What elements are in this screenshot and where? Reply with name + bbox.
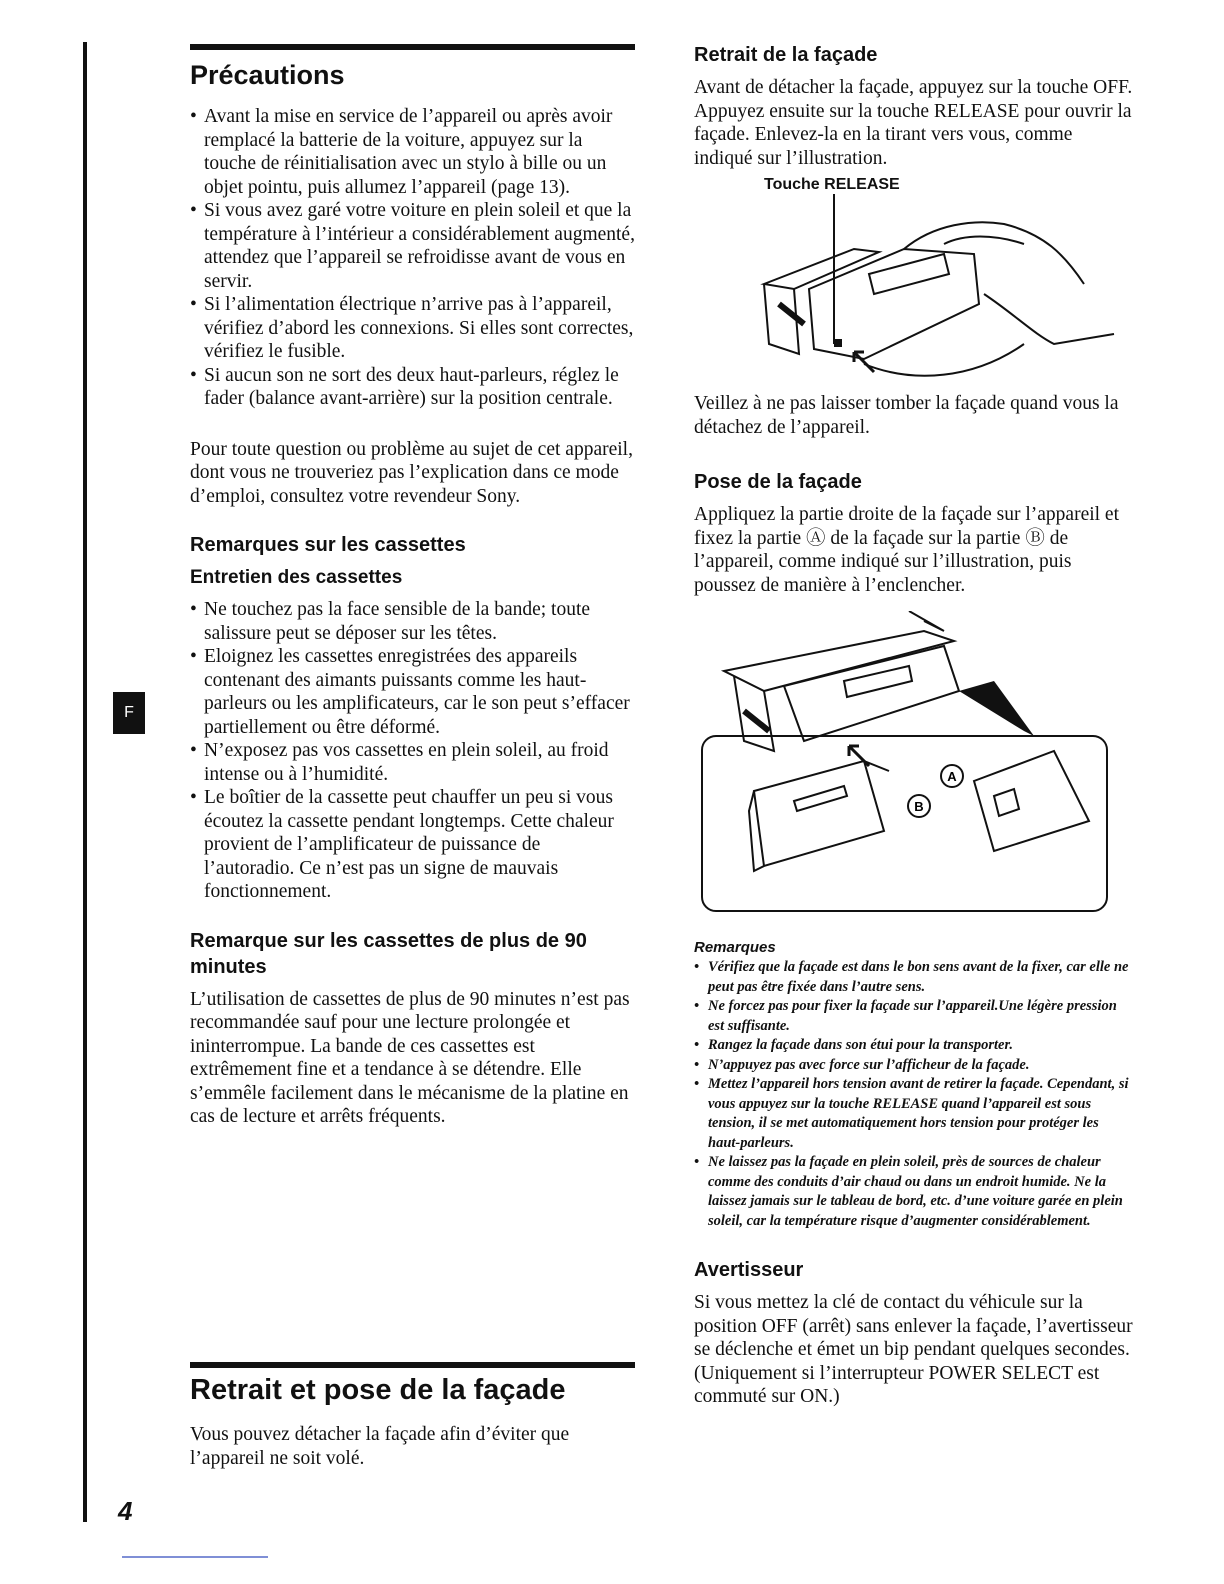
- facade-paragraph: Vous pouvez détacher la façade afin d’éviter que l’appareil ne soit volé.: [190, 1424, 570, 1469]
- list-item: • N’appuyez pas avec force sur l’afficheur de la façade.: [694, 1056, 1134, 1076]
- cassettes-list: [190, 598, 635, 904]
- avertisseur-title: Avertisseur: [694, 1259, 804, 1281]
- list-item: • N’exposez pas vos cassettes en plein soleil, au froid intense ou à l’humidité.: [190, 739, 635, 786]
- bottom-link-line: [122, 1556, 268, 1558]
- release-illustration: [694, 194, 1134, 384]
- long-cassettes-paragraph: L’utilisation de cassettes de plus de 90 minutes n’est pas recommandée sauf pour une lecture prolongée et ininterrompue. La bande de ces cassettes est extrêmement fine et a tendance à se détendre. Elle s’emmêle facilement dans le mécanisme de la platine en cas de lecture et arrêts fréquents.: [190, 988, 630, 1127]
- left-column: [190, 44, 635, 1129]
- label-b: B: [914, 799, 924, 814]
- remarques-list: [694, 958, 1134, 1231]
- release-caption: Touche RELEASE: [764, 176, 900, 193]
- pose-paragraph: Appliquez la partie droite de la façade sur l’appareil et fixez la partie Ⓐ de la façade sur la partie Ⓑ de l’appareil, comme indiqué sur l’illustration, puis poussez de manière à l’enclencher.: [694, 504, 1120, 596]
- list-item: • Le boîtier de la cassette peut chauffer un peu si vous écoutez la cassette pendant longtemps. Cette chaleur provient de l’amplificateur de puissance de l’autoradio. Ce n’est pas un signe de mauvais fonctionnement.: [190, 786, 635, 904]
- language-tab: [113, 692, 145, 734]
- cassettes-title: Remarques sur les cassettes: [190, 534, 466, 556]
- list-item: • Eloignez les cassettes enregistrées des appareils contenant des aimants puissants comme les haut-parleurs ou les amplificateurs, car le son peut s’effacer partiellement ou être déformé.: [190, 645, 635, 739]
- section-rule: [190, 44, 635, 50]
- retrait-warning: Veillez à ne pas laisser tomber la façade quand vous la détachez de l’appareil.: [694, 393, 1119, 438]
- facade-title: Retrait et pose de la façade: [190, 1374, 566, 1406]
- list-item: • Avant la mise en service de l’appareil ou après avoir remplacé la batterie de la voiture, appuyez sur la touche de réinitialisation avec un stylo à bille ou un objet pointu, puis allumez l’appareil (page 13).: [190, 105, 635, 199]
- right-column: [694, 42, 1134, 1409]
- retrait-paragraph: Avant de détacher la façade, appuyez sur la touche OFF. Appuyez ensuite sur la touche RELEASE pour ouvrir la façade. Enlevez-la en la tirant vers vous, comme indiqué sur l’illustration.: [694, 77, 1133, 169]
- precautions-title: Précautions: [190, 60, 345, 90]
- list-item: • Ne laissez pas la façade en plein soleil, près de sources de chaleur comme des conduits d’air chaud ou dans un endroit humide. Ne la laissez jamais sur le tableau de bord, etc. d’une voiture garée en plein soleil, car la température risque d’augmenter considérablement.: [694, 1153, 1134, 1231]
- list-item: • Vérifiez que la façade est dans le bon sens avant de la fixer, car elle ne peut pas être fixée dans l’autre sens.: [694, 958, 1134, 997]
- facade-section: [190, 1362, 635, 1470]
- language-tab-label: F: [124, 704, 134, 721]
- pose-illustration: [694, 611, 1134, 931]
- avertisseur-paragraph: Si vous mettez la clé de contact du véhicule sur la position OFF (arrêt) sans enlever la façade, l’avertisseur se déclenche et émet un bip pendant quelques secondes. (Uniquement si l’interrupteur POWER SELECT est commuté sur ON.): [694, 1292, 1133, 1407]
- cassettes-subtitle: Entretien des cassettes: [190, 567, 403, 588]
- precautions-list: [190, 105, 635, 411]
- section-rule: [190, 1362, 635, 1368]
- margin-rule: [83, 42, 87, 1522]
- precautions-paragraph: Pour toute question ou problème au sujet de cet appareil, dont vous ne trouveriez pas l’explication dans ce mode d’emploi, consultez votre revendeur Sony.: [190, 438, 633, 507]
- list-item: • Ne forcez pas pour fixer la façade sur l’appareil.Une légère pression est suffisante.: [694, 997, 1134, 1036]
- pose-title: Pose de la façade: [694, 471, 862, 493]
- label-a: A: [947, 769, 957, 784]
- remarques-title: Remarques: [694, 939, 776, 956]
- list-item: • Mettez l’appareil hors tension avant de retirer la façade. Cependant, si vous appuyez sur la touche RELEASE quand l’appareil est sous tension, il se met automatiquement hors tension pour protéger les haut-parleurs.: [694, 1075, 1134, 1153]
- page-number: 4: [118, 1496, 133, 1526]
- list-item: • Rangez la façade dans son étui pour la transporter.: [694, 1036, 1134, 1056]
- list-item: • Ne touchez pas la face sensible de la bande; toute salissure peut se déposer sur les têtes.: [190, 598, 635, 645]
- list-item: • Si l’alimentation électrique n’arrive pas à l’appareil, vérifiez d’abord les connexions. Si elles sont correctes, vérifiez le fusible.: [190, 293, 635, 364]
- list-item: • Si vous avez garé votre voiture en plein soleil et que la température à l’intérieur a considérablement augmenté, attendez que l’appareil se refroidisse avant de vous en servir.: [190, 199, 635, 293]
- list-item: • Si aucun son ne sort des deux haut-parleurs, réglez le fader (balance avant-arrière) sur la position centrale.: [190, 364, 635, 411]
- long-cassettes-title: Remarque sur les cassettes de plus de 90 minutes: [190, 929, 587, 978]
- retrait-title: Retrait de la façade: [694, 44, 878, 66]
